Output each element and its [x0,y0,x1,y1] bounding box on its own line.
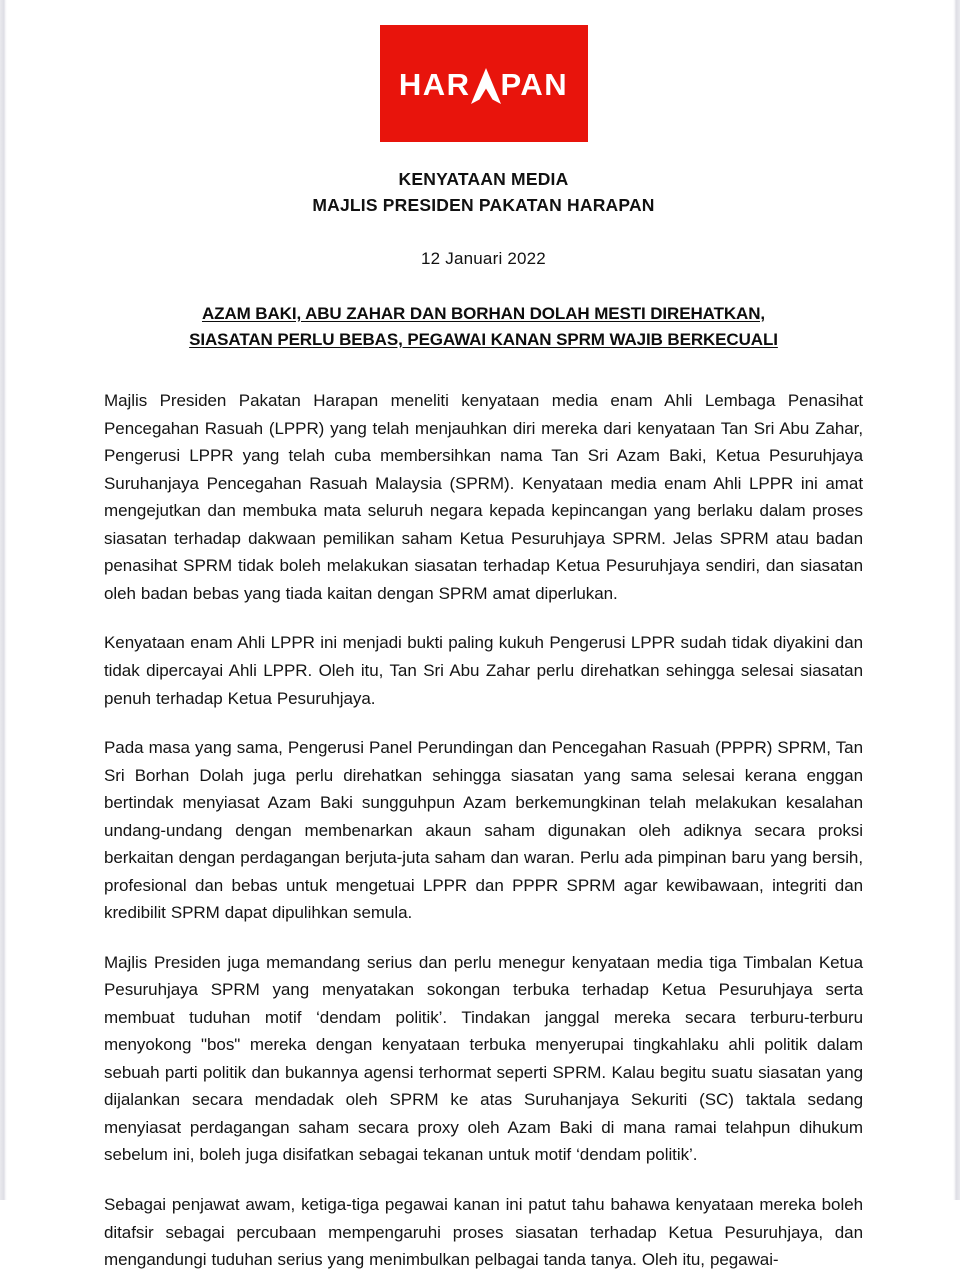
harapan-arrow-icon [471,68,501,104]
header-line-2: MAJLIS PRESIDEN PAKATAN HARAPAN [312,195,655,216]
paragraph: Majlis Presiden juga memandang serius dan perlu menegur kenyataan media tiga Timbalan Ketua Pesuruhjaya SPRM yang menyatakan sokongan terbuka terhadap Ketua Pesuruhjaya serta membuat tuduhan motif ‘dendam politik’. Tindakan janggal mereka secara terburu-terburu menyokong "bos" mereka dengan kenyataan terbuka menyerupai tingkahlaku ahli politik dalam sebuah parti politik dan bukannya agensi terhormat seperti SPRM. Kalau begitu suatu siasatan yang dijalankan secara mendadak oleh SPRM ke atas Suruhanjaya Sekuriti (SC) taktala sedang menyiasat perdagangan saham secara proxy oleh Azam Baki di mana ramai telahpun dihukum sebelum ini, boleh juga disifatkan sebagai tekanan untuk motif ‘dendam politik’. [104,952,863,1165]
logo-container [104,25,863,142]
paragraph: Sebagai penjawat awam, ketiga-tiga pegawai kanan ini patut tahu bahawa kenyataan mereka boleh ditafsir sebagai percubaan mempengaruhi proses siasatan terhadap Ketua Pesuruhjaya, dan mengandungi tuduhan serius yang menimbulkan pelbagai tanda tanya. Oleh itu, pegawai- [104,1195,863,1270]
logo-text-before: HAR [398,67,471,102]
document-body [104,387,863,1273]
header-line-1: KENYATAAN MEDIA [398,169,569,189]
paragraph: Kenyataan enam Ahli LPPR ini menjadi bukti paling kukuh Pengerusi LPPR sudah tidak diyakini dan tidak dipercayai Ahli LPPR. Oleh itu, Tan Sri Abu Zahar perlu direhatkan sehingga selesai siasatan penuh terhadap Ketua Pesuruhjaya. [104,633,863,708]
paragraph: Pada masa yang sama, Pengerusi Panel Perundingan dan Pencegahan Rasuah (PPPR) SPRM, Tan Sri Borhan Dolah juga perlu direhatkan sehingga siasatan yang sama selesai kerana enggan bertindak menyiasat Azam Baki sungguhpun Azam berkemungkinan telah melakukan kesalahan undang-undang dengan membenarkan akaun saham digunakan oleh adiknya secara proksi berkaitan dengan perdagangan berjuta-juta saham dan waran. Perlu ada pimpinan baru yang bersih, profesional dan bebas untuk mengetuai LPPR dan PPPR SPRM agar kewibawaan, integriti dan kredibilit SPRM dapat dipulihkan semula. [104,738,863,923]
document-title [104,301,863,354]
logo-wordmark [399,67,568,103]
document-date: 12 Januari 2022 [421,248,546,268]
viewer-left-edge [0,0,7,1200]
title-line-1: AZAM BAKI, ABU ZAHAR DAN BORHAN DOLAH MESTI DIREHATKAN, [201,303,766,323]
document-sheet [7,0,953,1270]
logo-text-after: PAN [500,67,569,102]
harapan-logo [380,25,588,142]
viewer-right-edge [953,0,960,1200]
paragraph: Majlis Presiden Pakatan Harapan meneliti kenyataan media enam Ahli Lembaga Penasihat Pencegahan Rasuah (LPPR) yang telah menjauhkan diri mereka dari kenyataan Tan Sri Abu Zahar, Pengerusi LPPR yang telah cuba membersihkan nama Tan Sri Azam Baki, Ketua Pesuruhjaya Suruhanjaya Pencegahan Rasuah Malaysia (SPRM). Kenyataan media enam Ahli LPPR ini amat mengejutkan dan membuka mata seluruh negara kepada kepincangan yang berlaku dalam proses siasatan terhadap dakwaan pemilikan saham Ketua Pesuruhjaya SPRM. Jelas SPRM atau badan penasihat SPRM tidak boleh melakukan siasatan terhadap Ketua Pesuruhjaya sendiri, dan siasatan oleh badan bebas yang tiada kaitan dengan SPRM amat diperlukan. [104,391,863,603]
document-header [104,166,863,219]
title-line-2: SIASATAN PERLU BEBAS, PEGAWAI KANAN SPRM WAJIB BERKECUALI [189,329,778,349]
